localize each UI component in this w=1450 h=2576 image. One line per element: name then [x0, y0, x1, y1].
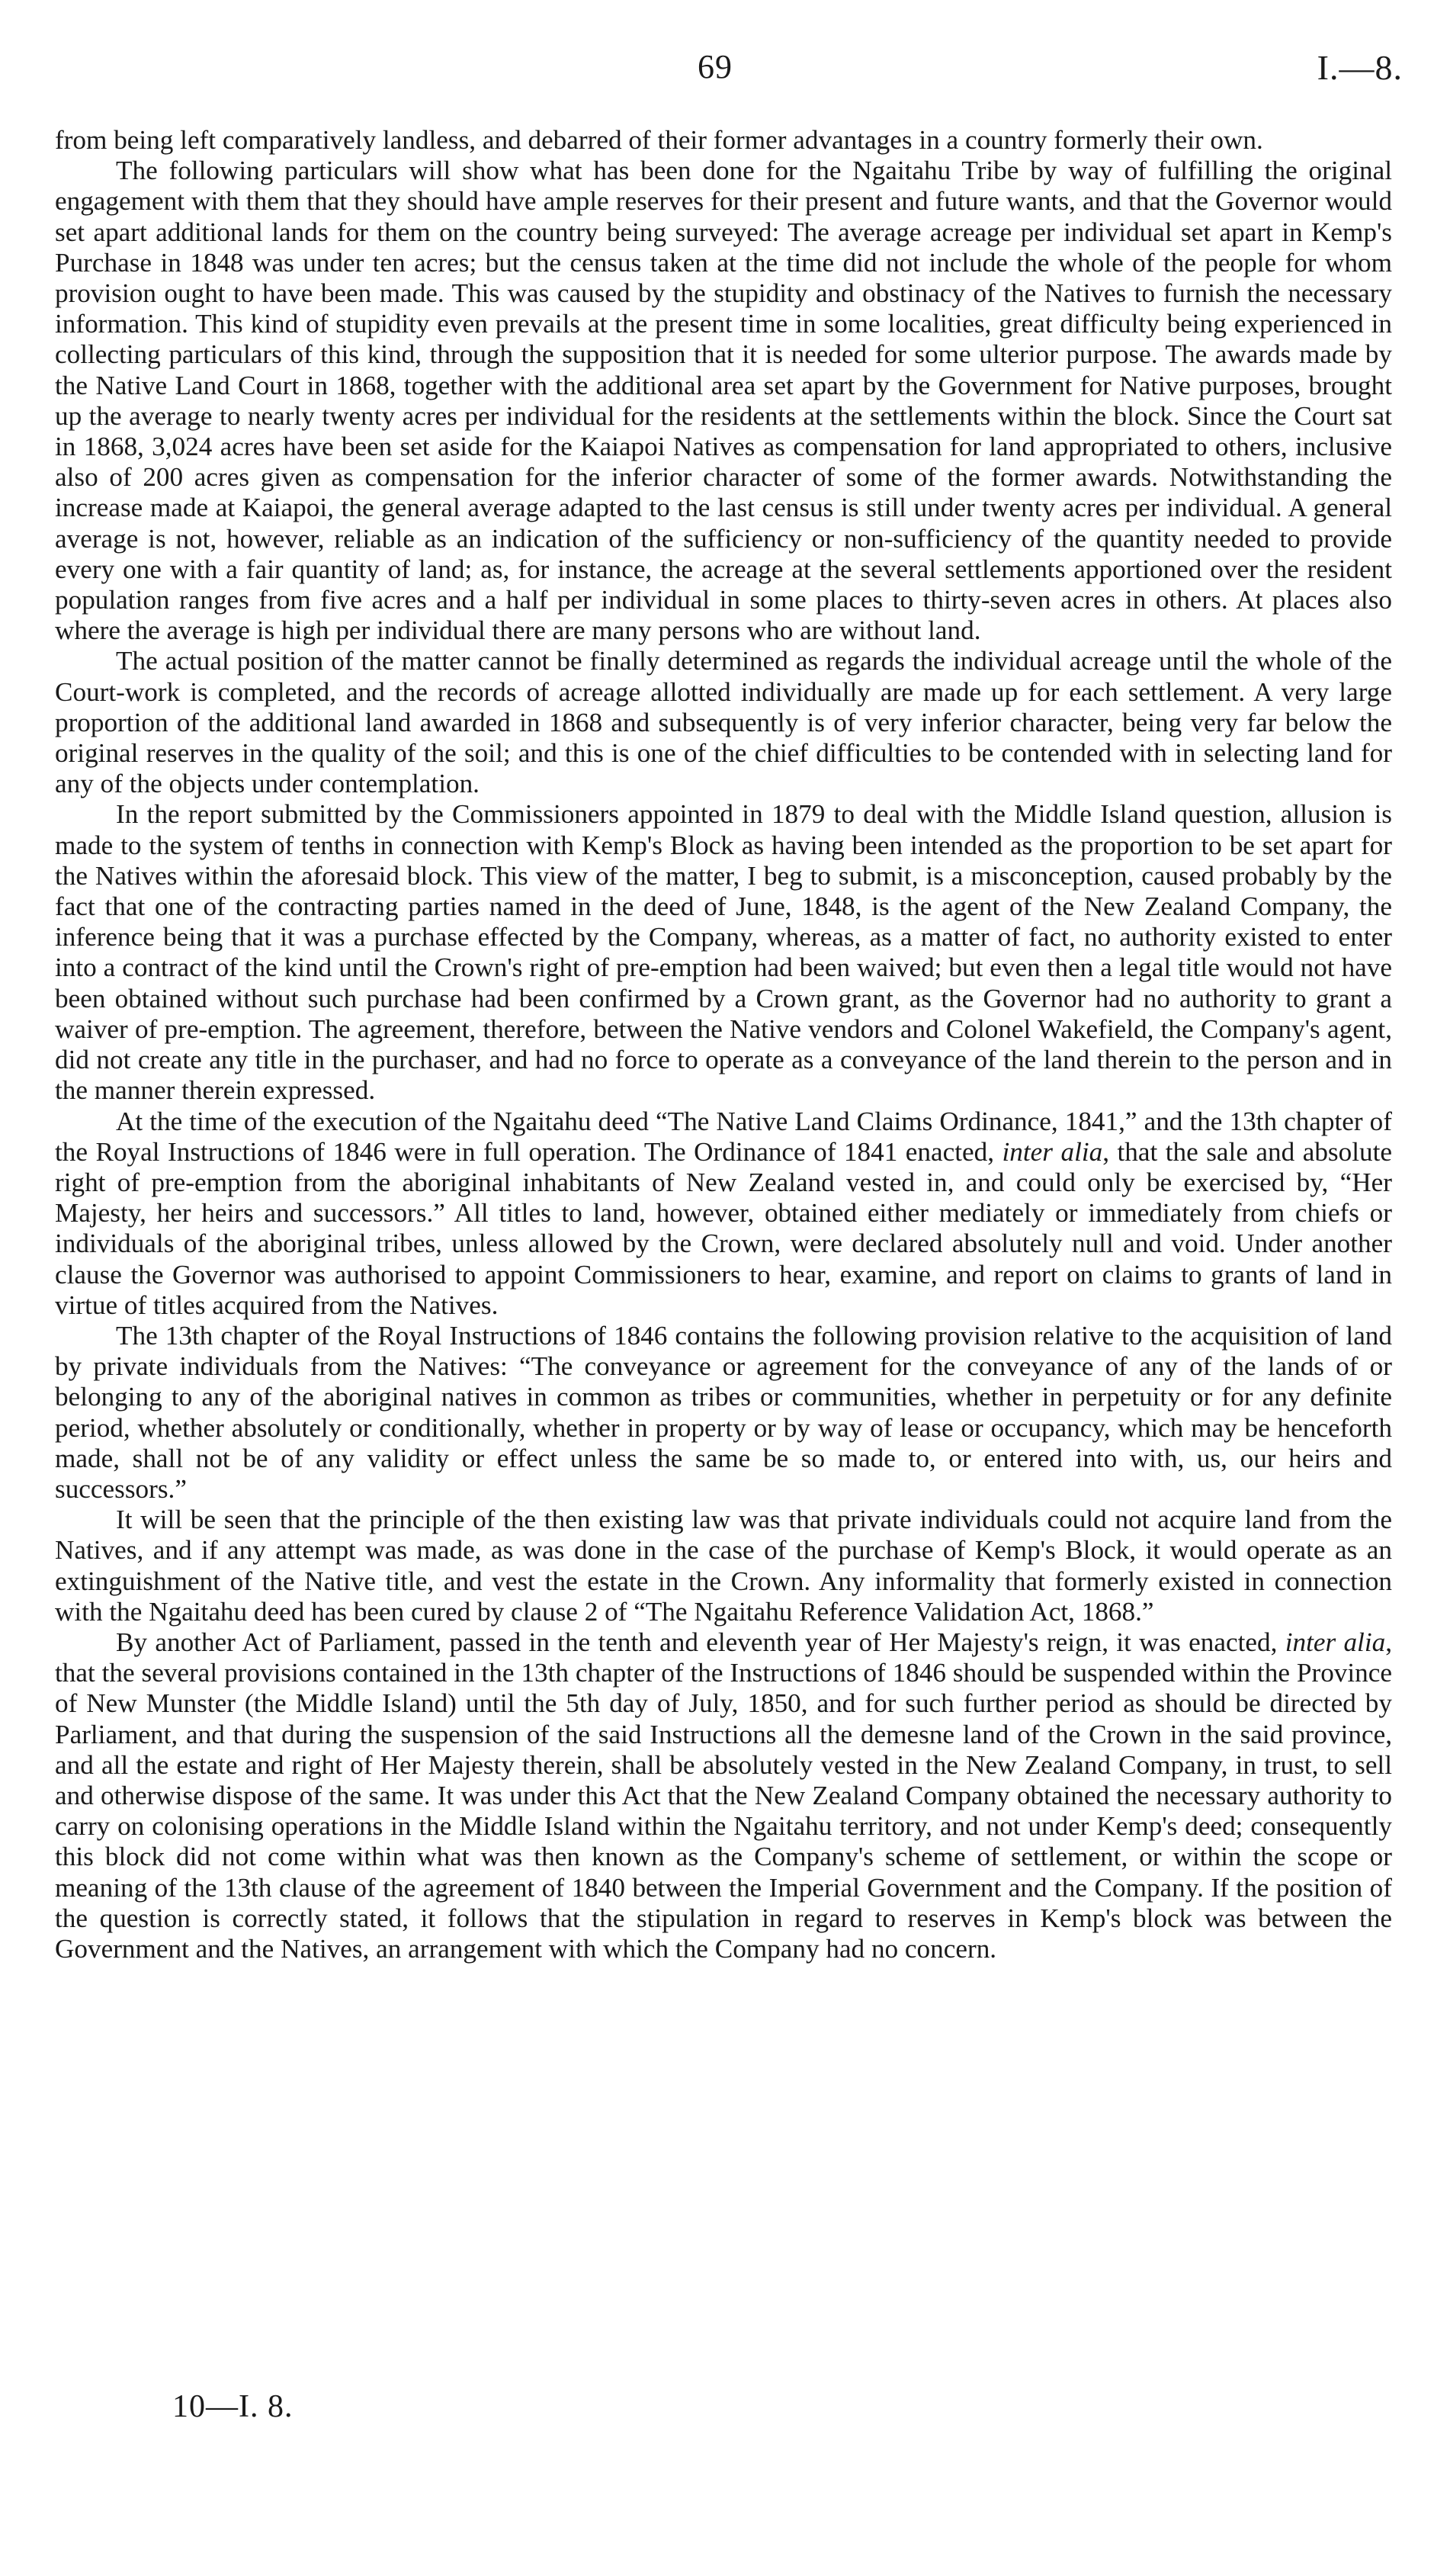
paragraph — [55, 1505, 1392, 1627]
paragraph — [55, 1321, 1392, 1505]
italic-phrase: inter alia — [1002, 1136, 1103, 1167]
text-run: By another Act of Parliament, passed in the tenth and eleventh year of Her Majesty's reign, it was enacted, — [116, 1627, 1285, 1657]
paragraph — [55, 1627, 1392, 1964]
body-text — [55, 125, 1392, 1964]
text-run: The actual position of the matter cannot be finally determined as regards the individual acreage until the whole of the Court-work is completed, and the records of acreage allotted individually are made up for each settlement. A very large proportion of the additional land awarded in 1868 and subsequently is of very inferior character, being very far below the original reserves in the quality of the soil; and this is one of the chief difficulties to be contended with in selecting land for any of the objects under contemplation. — [55, 646, 1392, 799]
paragraph — [55, 799, 1392, 1106]
text-run: , that the several provisions contained in the 13th chapter of the Instructions of 1846 should be suspended within the Province of New Munster (the Middle Island) until the 5th day of July, 1850, and for such further period as should be directed by Parliament, and that during the suspension of the said Instructions all the demesne land of the Crown in the said province, and all the estate and right of Her Majesty therein, shall be absolutely vested in the New Zealand Company, in trust, to sell and otherwise dispose of the same. It was under this Act that the New Zealand Company obtained the necessary authority to carry on colonising operations in the Middle Island within the Ngaitahu territory, and not under Kemp's deed; consequently this block did not come within what was then known as the Company's scheme of settlement, or within the scope or meaning of the 13th clause of the agreement of 1840 between the Imperial Government and the Company. If the position of the question is correctly stated, it follows that the stipulation in regard to reserves in Kemp's block was between the Government and the Natives, an arrangement with which the Company had no concern. — [55, 1627, 1392, 1964]
text-run: from being left comparatively landless, and debarred of their former advantages in a country formerly their own. — [55, 125, 1263, 155]
text-run: At the time of the execution of the Ngaitahu deed “The Native Land Claims Ordinance, 1841,” and the 13th chapter of the Royal Instructions of 1846 were in full operation. The Ordinance of 1841 enacted, — [55, 1106, 1392, 1167]
italic-phrase: inter alia — [1285, 1627, 1386, 1657]
printer-signature: 10—I. 8. — [172, 2389, 294, 2424]
text-run: It will be seen that the principle of the then existing law was that private individuals could not acquire land from the Natives, and if any attempt was made, as was done in the case of the purchase of Kemp's Block, it would operate as an extinguishment of the Native title, and vest the estate in the Crown. Any informality that formerly existed in connection with the Ngaitahu deed has been cured by clause 2 of “The Ngaitahu Reference Validation Act, 1868.” — [55, 1505, 1392, 1627]
paragraph — [55, 156, 1392, 646]
paragraph — [55, 125, 1392, 156]
text-run: The following particulars will show what has been done for the Ngaitahu Tribe by way of fulfilling the original engagement with them that they should have ample reserves for their present and future wants, and that the Governor would set apart additional lands for them on the country being surveyed: The average acreage per individual set apart in Kemp's Purchase in 1848 was under ten acres; but the census taken at the time did not include the whole of the people for whom provision ought to have been made. This was caused by the stupidity and obstinacy of the Natives to furnish the necessary information. This kind of stupidity even prevails at the present time in some localities, great difficulty being experienced in collecting particulars of this kind, through the supposition that it is needed for some ulterior purpose. The awards made by the Native Land Court in 1868, together with the additional area set apart by the Government for Native purposes, brought up the average to nearly twenty acres per individual for the residents at the settlements within the block. Since the Court sat in 1868, 3,024 acres have been set aside for the Kaiapoi Natives as compensation for land appropriated to others, inclusive also of 200 acres given as compensation for the inferior character of some of the former awards. Notwithstanding the increase made at Kaiapoi, the general average adapted to the last census is still under twenty acres per individual. A general average is not, however, reliable as an indication of the sufficiency or non-sufficiency of the quantity needed to provide every one with a fair quantity of land; as, for instance, the acreage at the several settlements apportioned over the resident population ranges from five acres and a half per individual in some places to thirty-seven acres in others. At places also where the average is high per individual there are many persons who are without land. — [55, 156, 1392, 646]
text-run: The 13th chapter of the Royal Instructions of 1846 contains the following provision relative to the acquisition of land by private individuals from the Natives: “The conveyance or agreement for the conveyance of any of the lands of or belonging to any of the aboriginal natives in common as tribes or communities, whether in perpetuity or for any definite period, whether absolutely or conditionally, whether in property or by way of lease or occupancy, which may be henceforth made, shall not be of any validity or effect unless the same be so made to, or entered into with, us, our heirs and successors.” — [55, 1320, 1392, 1504]
text-run: In the report submitted by the Commissioners appointed in 1879 to deal with the Middle Island question, allusion is made to the system of tenths in connection with Kemp's Block as having been intended as the proportion to be set apart for the Natives within the aforesaid block. This view of the matter, I beg to submit, is a misconception, caused probably by the fact that one of the contracting parties named in the deed of June, 1848, is the agent of the New Zealand Company, the inference being that it was a purchase effected by the Company, whereas, as a matter of fact, no authority existed to enter into a contract of the kind until the Crown's right of pre-emption had been waived; but even then a legal title would not have been obtained without such purchase had been confirmed by a Crown grant, as the Governor had no authority to grant a waiver of pre-emption. The agreement, therefore, between the Native vendors and Colonel Wakefield, the Company's agent, did not create any title in the purchaser, and had no force to operate as a conveyance of the land therein to the person and in the manner therein expressed. — [55, 799, 1392, 1106]
paragraph — [55, 1107, 1392, 1321]
paragraph — [55, 646, 1392, 799]
page-number: 69 — [698, 48, 733, 85]
document-reference: I.—8. — [1317, 48, 1403, 87]
text-run: , that the sale and absolute right of pre-emption from the aboriginal inhabitants of New Zealand vested in, and could only be exercised by, “Her Majesty, her heirs and successors.” All titles to land, however, obtained either mediately or immediately from chiefs or individuals of the aboriginal tribes, unless allowed by the Crown, were declared absolutely null and void. Under another clause the Governor was authorised to appoint Commissioners to hear, examine, and report on claims to grants of land in virtue of titles acquired from the Natives. — [55, 1136, 1392, 1320]
